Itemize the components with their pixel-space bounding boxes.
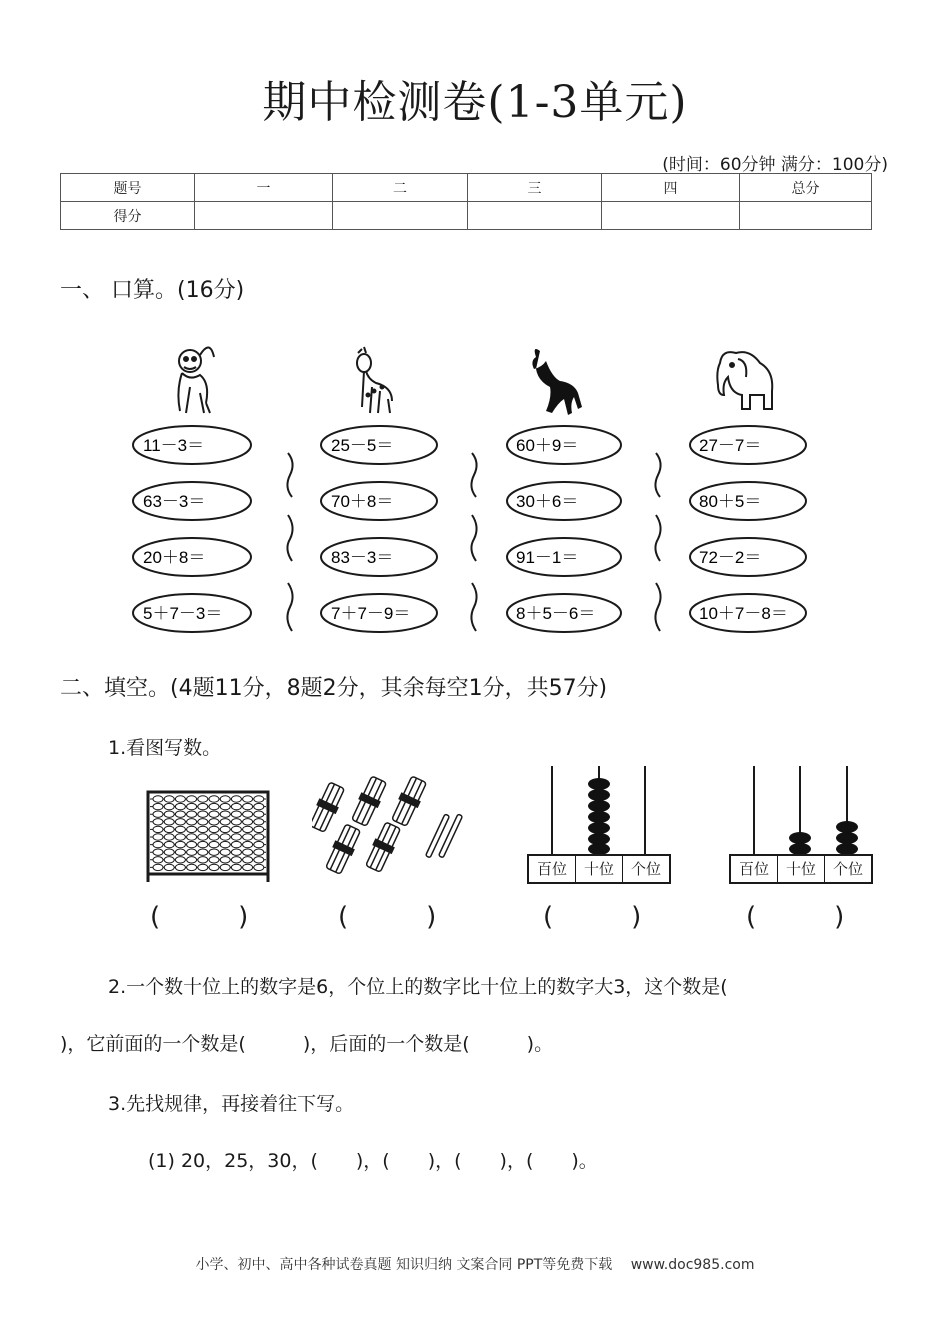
frame-bead	[243, 803, 253, 809]
frame-bead	[243, 811, 253, 817]
deer-icon	[357, 347, 392, 413]
frame-bead	[187, 841, 197, 847]
score-input-cell[interactable]	[333, 202, 468, 230]
frame-bead	[187, 826, 197, 832]
frame-bead	[175, 803, 185, 809]
equation-text: 20＋8＝	[143, 548, 206, 567]
frame-bead	[220, 864, 230, 870]
frame-bead	[231, 834, 241, 840]
frame-bead	[187, 811, 197, 817]
frame-bead	[231, 826, 241, 832]
frame-bead	[231, 857, 241, 863]
frame-bead	[164, 796, 174, 802]
frame-bead	[254, 811, 264, 817]
footer-text: 小学、初中、高中各种试卷真题 知识归纳 文案合同 PPT等免费下载 www.doc985.com	[195, 1257, 755, 1273]
frame-bead	[175, 819, 185, 825]
monkey-icon	[178, 347, 214, 413]
frame-bead	[254, 796, 264, 802]
frame-bead	[187, 796, 197, 802]
question-2-line-1: 2.一个数十位上的数字是6，个位上的数字比十位上的数字大3，这个数是(	[108, 976, 728, 998]
frame-bead	[243, 834, 253, 840]
frame-bead	[198, 849, 208, 855]
equation-text: 25－5＝	[331, 436, 394, 455]
question-1-prompt: 1.看图写数。	[108, 737, 222, 759]
frame-bead	[220, 796, 230, 802]
stick-bundle	[350, 775, 388, 827]
score-table	[60, 173, 872, 230]
frame-bead	[243, 857, 253, 863]
score-label-cell: 得分	[61, 202, 195, 230]
frame-bead	[153, 819, 163, 825]
equation-text: 27－7＝	[699, 436, 762, 455]
frame-bead	[254, 826, 264, 832]
frame-bead	[209, 796, 219, 802]
equation-text: 63－3＝	[143, 492, 206, 511]
frame-bead	[198, 834, 208, 840]
answer-blank[interactable]: ( )	[543, 902, 642, 932]
frame-bead	[231, 796, 241, 802]
frame-bead	[254, 849, 264, 855]
abacus-place-labels	[729, 854, 873, 884]
equation-text: 11－3＝	[143, 436, 205, 455]
frame-bead	[153, 834, 163, 840]
equation-text: 91－1＝	[516, 548, 579, 567]
score-input-cell[interactable]	[468, 202, 602, 230]
equation-text: 5＋7－3＝	[143, 604, 223, 623]
oval-column-2	[321, 426, 437, 632]
frame-bead	[153, 826, 163, 832]
score-header-cell: 四	[602, 174, 740, 202]
frame-bead	[153, 811, 163, 817]
frame-bead	[220, 819, 230, 825]
abacus-rod-hundreds	[753, 766, 755, 854]
question-3-prompt: 3.先找规律，再接着往下写。	[108, 1093, 355, 1115]
frame-bead	[153, 857, 163, 863]
score-input-cell[interactable]	[740, 202, 872, 230]
frame-bead	[220, 811, 230, 817]
abacus-rod-ones	[644, 766, 646, 854]
equation-text: 70＋8＝	[331, 492, 394, 511]
stick-bundle	[312, 781, 346, 833]
equation-text: 30＋6＝	[516, 492, 579, 511]
frame-bead	[198, 826, 208, 832]
frame-bead	[209, 849, 219, 855]
place-label-ones: 个位	[630, 860, 661, 878]
frame-bead	[153, 849, 163, 855]
frame-bead	[209, 834, 219, 840]
frame-bead	[231, 864, 241, 870]
frame-bead	[220, 841, 230, 847]
frame-bead	[209, 841, 219, 847]
abacus-place-labels	[527, 854, 671, 884]
frame-bead	[187, 857, 197, 863]
frame-bead	[153, 864, 163, 870]
frame-bead	[198, 857, 208, 863]
stick-bundle	[390, 775, 428, 827]
frame-bead	[164, 803, 174, 809]
frame-bead	[175, 864, 185, 870]
answer-blank[interactable]: ( )	[150, 902, 249, 932]
frame-bead	[198, 819, 208, 825]
oval-column-1	[133, 426, 251, 632]
frame-bead	[231, 803, 241, 809]
section1-heading: 一、 口算。(16分)	[60, 278, 245, 303]
frame-bead	[231, 819, 241, 825]
frame-bead	[187, 849, 197, 855]
equation-text: 72－2＝	[699, 548, 762, 567]
frame-bead	[254, 864, 264, 870]
frame-bead	[175, 841, 185, 847]
frame-bead	[254, 819, 264, 825]
frame-bead	[175, 826, 185, 832]
place-label-hundreds: 百位	[731, 856, 778, 882]
equation-text: 7＋7－9＝	[331, 604, 411, 623]
frame-bead	[220, 857, 230, 863]
oval-column-3	[507, 426, 621, 632]
place-label-tens: 十位	[576, 856, 623, 882]
frame-bead	[164, 849, 174, 855]
frame-bead	[209, 819, 219, 825]
frame-bead	[220, 834, 230, 840]
frame-bead	[164, 811, 174, 817]
question-3-part-1: (1) 20，25，30，( )，( )，( )，( )。	[148, 1150, 598, 1172]
frame-bead	[243, 841, 253, 847]
frame-bead	[198, 803, 208, 809]
stick-bundle	[324, 823, 362, 875]
frame-bead	[254, 857, 264, 863]
score-header-cell: 二	[333, 174, 468, 202]
frame-bead	[198, 841, 208, 847]
equation-text: 60＋9＝	[516, 436, 579, 455]
frame-bead	[209, 826, 219, 832]
place-label-ones: 个位	[832, 860, 863, 878]
score-header-cell: 总分	[740, 174, 872, 202]
equation-text: 8＋5－6＝	[516, 604, 596, 623]
score-table-header-row	[61, 174, 872, 202]
oral-arithmetic-figure	[0, 335, 950, 640]
frame-bead	[175, 796, 185, 802]
section2-heading: 二、填空。(4题11分，8题2分，其余每空1分，共57分)	[60, 676, 608, 701]
frame-bead	[254, 841, 264, 847]
abacus-rod-hundreds	[551, 766, 553, 854]
frame-bead	[254, 834, 264, 840]
frame-bead	[209, 857, 219, 863]
frame-bead	[209, 803, 219, 809]
score-header-cell: 一	[195, 174, 333, 202]
frame-bead	[164, 857, 174, 863]
frame-bead	[175, 811, 185, 817]
frame-bead	[153, 841, 163, 847]
counting-frame-figure	[144, 788, 274, 883]
place-label-hundreds: 百位	[529, 856, 576, 882]
frame-bead	[220, 849, 230, 855]
frame-bead	[243, 849, 253, 855]
frame-bead	[243, 796, 253, 802]
frame-bead	[243, 826, 253, 832]
page-title: 期中检测卷(1-3单元)	[262, 77, 688, 128]
frame-bead	[231, 849, 241, 855]
frame-bead	[164, 826, 174, 832]
score-header-cell: 题号	[61, 174, 195, 202]
frame-bead	[231, 811, 241, 817]
question-2-line-2: )，它前面的一个数是( )，后面的一个数是( )。	[60, 1033, 554, 1055]
frame-bead	[187, 819, 197, 825]
goat-icon	[532, 349, 582, 415]
frame-bead	[254, 803, 264, 809]
stick-bundles-figure	[312, 770, 477, 880]
score-input-cell[interactable]	[602, 202, 740, 230]
frame-bead	[243, 864, 253, 870]
score-table-score-row	[61, 202, 872, 230]
frame-bead	[220, 803, 230, 809]
frame-bead	[198, 864, 208, 870]
frame-bead	[164, 819, 174, 825]
frame-bead	[187, 834, 197, 840]
frame-bead	[153, 803, 163, 809]
frame-bead	[187, 803, 197, 809]
score-header-cell: 三	[468, 174, 602, 202]
answer-blank[interactable]: ( )	[338, 902, 437, 932]
frame-bead	[175, 849, 185, 855]
frame-bead	[209, 864, 219, 870]
frame-bead	[164, 834, 174, 840]
frame-bead	[187, 864, 197, 870]
frame-bead	[164, 841, 174, 847]
frame-bead	[209, 811, 219, 817]
frame-bead	[198, 796, 208, 802]
score-input-cell[interactable]	[195, 202, 333, 230]
place-label-tens: 十位	[778, 856, 825, 882]
frame-bead	[164, 864, 174, 870]
time-note: (时间：60分钟 满分：100分)	[662, 155, 888, 175]
frame-bead	[198, 811, 208, 817]
elephant-icon	[717, 352, 772, 409]
equation-text: 80＋5＝	[699, 492, 762, 511]
equation-text: 10＋7－8＝	[699, 604, 788, 623]
frame-bead	[175, 857, 185, 863]
frame-bead	[220, 826, 230, 832]
frame-bead	[153, 796, 163, 802]
frame-bead	[175, 834, 185, 840]
frame-bead	[243, 819, 253, 825]
answer-blank[interactable]: ( )	[746, 902, 845, 932]
stick-bundle	[364, 821, 402, 873]
equation-text: 83－3＝	[331, 548, 394, 567]
oval-column-4	[690, 426, 806, 632]
frame-bead	[231, 841, 241, 847]
